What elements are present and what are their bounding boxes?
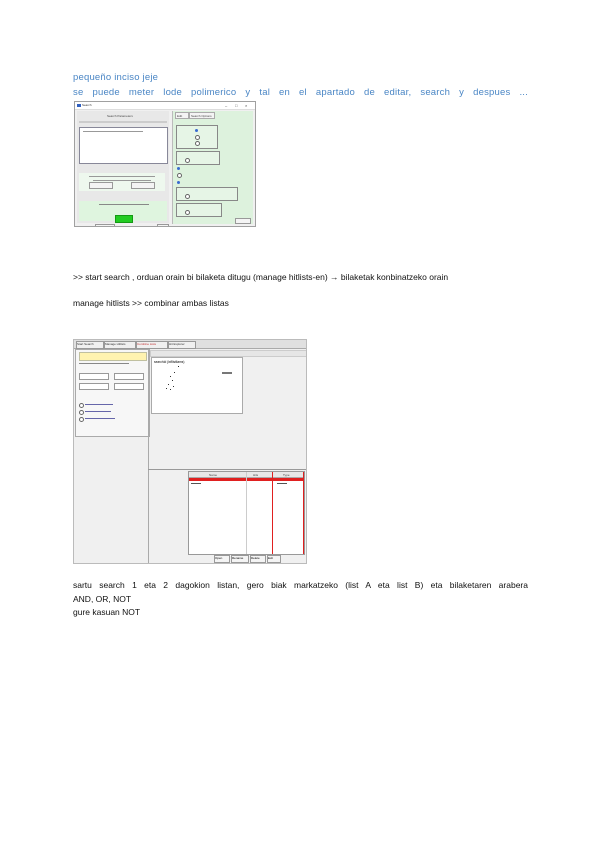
structure-atom (170, 389, 171, 390)
option-label (85, 411, 111, 412)
tab-manage-hitlists[interactable] (104, 341, 136, 349)
paragraph-operators: AND, OR, NOT (73, 594, 132, 604)
radio-selected[interactable] (177, 181, 180, 184)
info-line (89, 176, 155, 177)
heading-line-2: se puede meter lode polimerico y tal en el apartado de editar, search y despues ... (73, 87, 528, 98)
app-icon (77, 104, 81, 107)
delete-button[interactable] (250, 555, 266, 563)
search-button[interactable] (235, 218, 251, 224)
cell-value (191, 483, 201, 484)
column-header-name: Name (209, 473, 218, 477)
viewer-title: searchId (lxfllistliams) (154, 360, 185, 364)
list-a-field[interactable] (79, 383, 109, 390)
structure-viewer (151, 357, 243, 414)
tab-start-search[interactable] (76, 341, 104, 349)
tab-label: Start Search (77, 342, 94, 346)
tab-combine-lists[interactable] (136, 341, 168, 349)
radio-option[interactable] (185, 194, 190, 199)
search-parameters-pane (77, 111, 169, 223)
radio-or[interactable] (79, 410, 84, 415)
paragraph-start-search: >> start search , orduan orain bi bilaketa ditugu (manage hitlists-en) → bilaketak konbinatzeko orain (73, 272, 449, 282)
structure-atom (168, 384, 169, 385)
viewer-toolbar (150, 350, 307, 357)
structure-atom (166, 388, 167, 389)
parameter-item (83, 131, 143, 132)
list-b-field[interactable] (114, 383, 144, 390)
viewer-label (222, 372, 232, 374)
tab-label: Manage Hitlists (105, 342, 126, 346)
hitlists-table (188, 471, 305, 555)
info-line (93, 180, 151, 181)
radio-selected[interactable] (177, 167, 180, 170)
rename-button[interactable] (231, 555, 249, 563)
start-search-button[interactable] (115, 215, 133, 223)
tab-hit-explorer[interactable] (168, 341, 196, 349)
radio-not[interactable] (79, 417, 84, 422)
option-group (176, 125, 218, 149)
button-label: Exit (268, 556, 274, 560)
option-label (85, 418, 115, 419)
option-group (176, 187, 238, 201)
radio-option[interactable] (177, 173, 182, 178)
option-label (85, 404, 113, 405)
button-label: Delete (251, 556, 260, 560)
radio-option[interactable] (195, 141, 200, 146)
tab-search-options-label: Search Options (191, 114, 212, 118)
radio-selected[interactable] (195, 129, 198, 132)
tab-edit-label: Edit (177, 114, 183, 118)
parameter-row (79, 121, 167, 123)
dialog-button[interactable] (89, 182, 113, 189)
structure-atom (173, 386, 174, 387)
horizontal-splitter[interactable] (148, 469, 306, 470)
radio-option[interactable] (195, 135, 200, 140)
type-column-border (303, 472, 304, 554)
list-a-select[interactable] (79, 373, 109, 380)
tab-label: Hit Explorer (169, 342, 185, 346)
structure-atom (174, 372, 175, 373)
cancel-button[interactable] (157, 224, 169, 227)
minimize-icon[interactable]: – (225, 103, 228, 108)
button-label: Rename (232, 556, 244, 560)
structure-atom (170, 376, 171, 377)
structure-atom (178, 366, 179, 367)
load-button[interactable] (95, 224, 115, 227)
column-header-hits: Hits (253, 473, 259, 477)
open-button[interactable] (214, 555, 230, 563)
option-group (176, 203, 222, 217)
manage-hitlists-screenshot (73, 339, 307, 564)
tab-edit[interactable] (175, 112, 189, 119)
type-column-border (272, 472, 273, 554)
maximize-icon[interactable]: □ (235, 103, 238, 108)
option-group (176, 151, 220, 165)
radio-option[interactable] (185, 210, 190, 215)
heading-line-1: pequeño inciso jeje (73, 72, 159, 83)
paragraph-our-case: gure kasuan NOT (73, 607, 141, 617)
parameter-list[interactable] (79, 127, 168, 164)
exit-button[interactable] (267, 555, 281, 563)
vertical-splitter[interactable] (148, 349, 149, 563)
paragraph-manage-hitlists: manage hitlists >> combinar ambas listas (73, 298, 229, 308)
paragraph-instructions: sartu search 1 eta 2 dagokion listan, gero biak markatzeko (list A eta list B) eta bilaketaren arabera (73, 580, 528, 590)
close-icon[interactable]: × (245, 103, 248, 108)
search-dialog-screenshot (74, 101, 256, 227)
panel-line (99, 204, 149, 205)
combine-header (79, 352, 147, 361)
radio-option[interactable] (185, 158, 190, 163)
column-header-type: Type (283, 473, 290, 477)
button-label: Open (215, 556, 223, 560)
column-divider (246, 472, 247, 554)
combine-panel (75, 349, 150, 437)
dialog-title: Search (82, 103, 92, 107)
dialog-button[interactable] (131, 182, 155, 189)
panel-line (79, 363, 129, 364)
list-b-select[interactable] (114, 373, 144, 380)
tab-bar (74, 340, 306, 349)
cell-value (277, 483, 287, 484)
structure-atom (172, 380, 173, 381)
tab-label: Combine Lists (137, 342, 157, 346)
dialog-titlebar (75, 102, 255, 110)
search-parameters-header: Search Parameters (107, 114, 133, 118)
radio-and[interactable] (79, 403, 84, 408)
tab-search-options[interactable] (189, 112, 215, 119)
search-options-pane (172, 111, 253, 224)
